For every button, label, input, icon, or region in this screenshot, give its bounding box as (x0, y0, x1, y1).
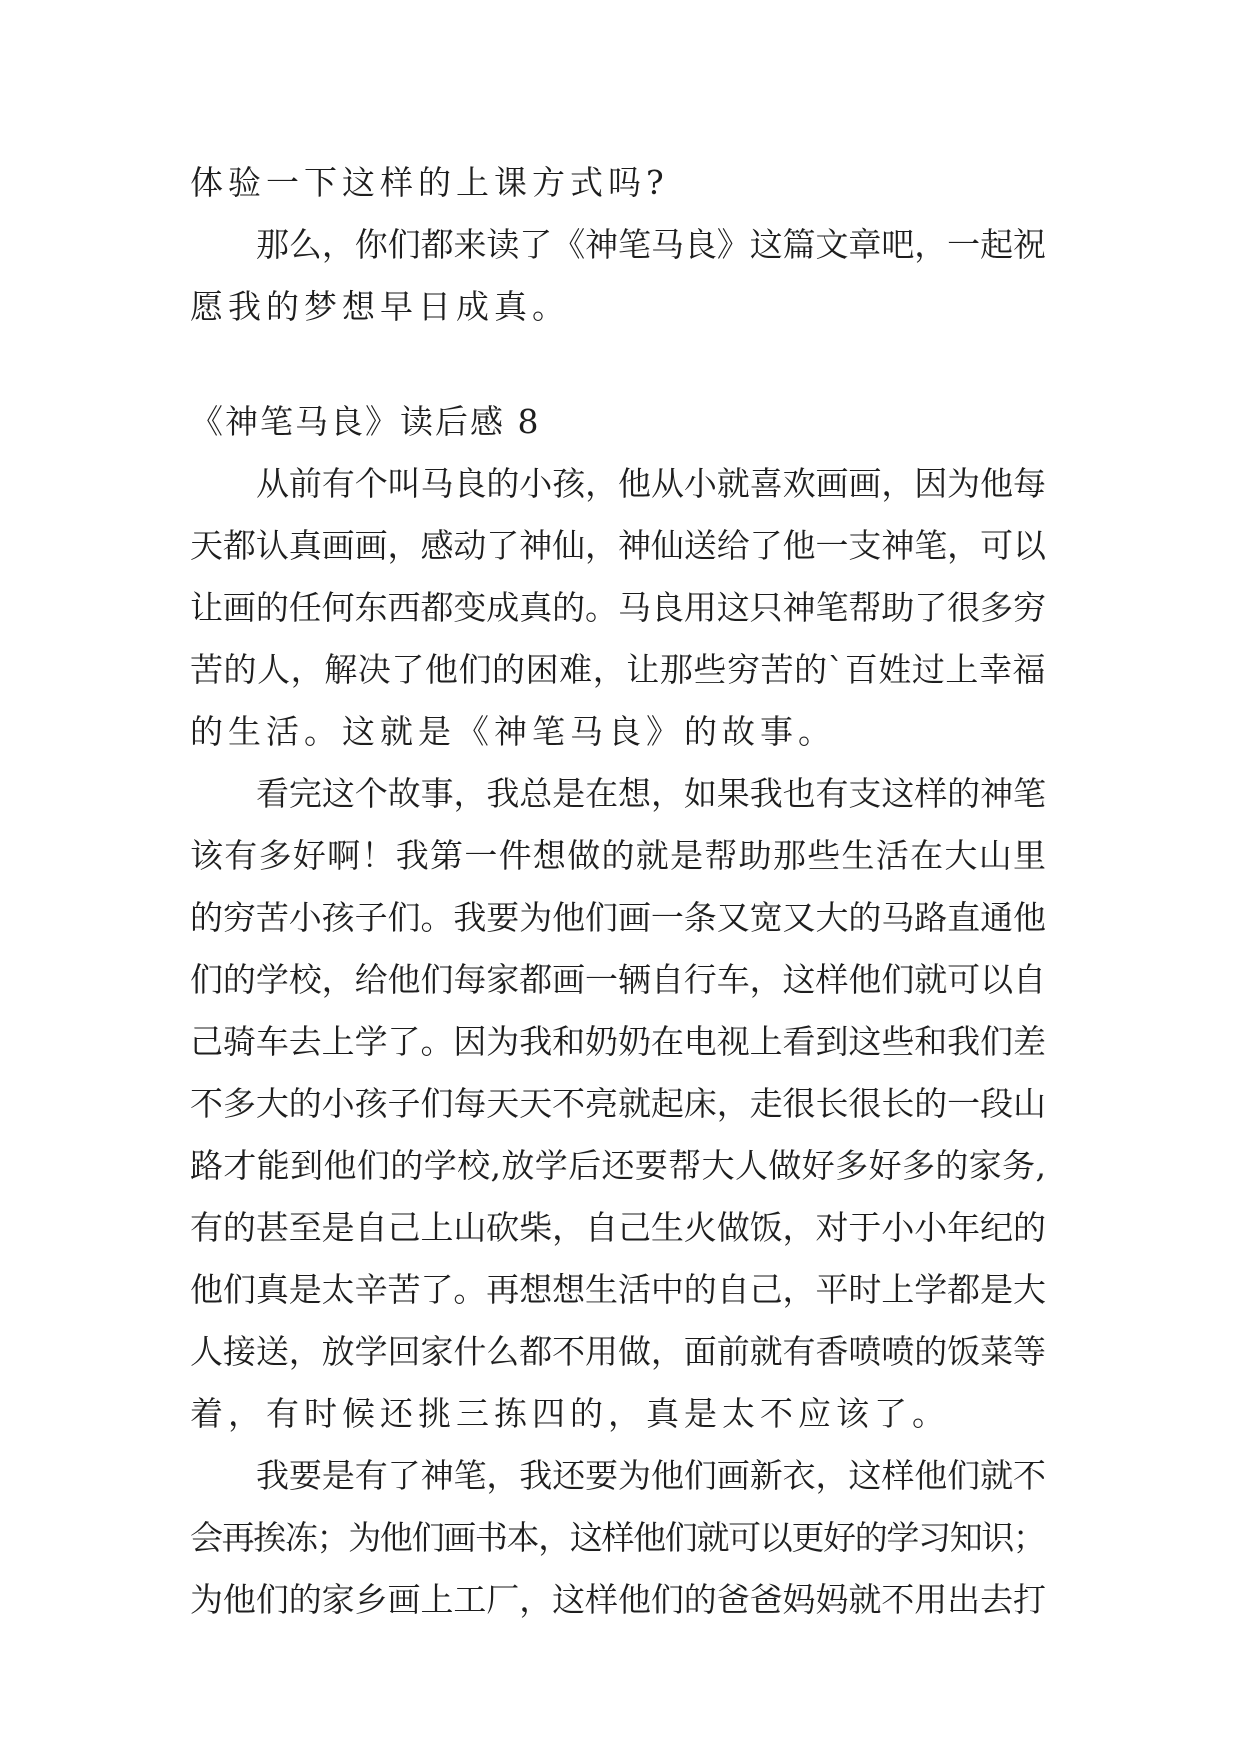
paragraph2-line-3: 的穷苦小孩子们。我要为他们画一条又宽又大的马路直通他 (190, 898, 1046, 937)
paragraph3-line-1: 我要是有了神笔，我还要为他们画新衣，这样他们就不 (256, 1456, 1046, 1495)
paragraph1-line-4: 苦的人，解决了他们的困难，让那些穷苦的`百姓过上幸福 (190, 650, 1047, 689)
section-heading: 《神笔马良》读后感 8 (190, 402, 541, 441)
paragraph2-line-7: 路才能到他们的学校,放学后还要帮大人做好多好多的家务, (190, 1146, 1047, 1185)
paragraph2-line-11: 着，有时候还挑三拣四的，真是太不应该了。 (190, 1394, 950, 1433)
paragraph2-line-6: 不多大的小孩子们每天天不亮就起床，走很长很长的一段山 (190, 1084, 1046, 1123)
paragraph1-line-2: 天都认真画画，感动了神仙，神仙送给了他一支神笔，可以 (190, 526, 1046, 565)
intro-line-3: 愿我的梦想早日成真。 (190, 287, 570, 326)
paragraph2-line-10: 人接送，放学回家什么都不用做，面前就有香喷喷的饭菜等 (190, 1332, 1046, 1371)
intro-line-1: 体验一下这样的上课方式吗? (190, 163, 669, 202)
paragraph2-line-2: 该有多好啊！我第一件想做的就是帮助那些生活在大山里 (190, 836, 1048, 875)
paragraph3-line-2: 会再挨冻；为他们画书本，这样他们就可以更好的学习知识； (190, 1518, 1045, 1557)
paragraph1-line-1: 从前有个叫马良的小孩，他从小就喜欢画画，因为他每 (256, 464, 1046, 503)
paragraph2-line-1: 看完这个故事，我总是在想，如果我也有支这样的神笔 (256, 774, 1046, 813)
paragraph2-line-5: 己骑车去上学了。因为我和奶奶在电视上看到这些和我们差 (190, 1022, 1046, 1061)
paragraph2-line-9: 他们真是太辛苦了。再想想生活中的自己，平时上学都是大 (190, 1270, 1046, 1309)
paragraph2-line-4: 们的学校，给他们每家都画一辆自行车，这样他们就可以自 (190, 960, 1046, 999)
paragraph2-line-8: 有的甚至是自己上山砍柴，自己生火做饭，对于小小年纪的 (190, 1208, 1046, 1247)
paragraph3-line-3: 为他们的家乡画上工厂，这样他们的爸爸妈妈就不用出去打 (190, 1580, 1046, 1619)
intro-line-2: 那么，你们都来读了《神笔马良》这篇文章吧，一起祝 (256, 225, 1046, 264)
paragraph1-line-3: 让画的任何东西都变成真的。马良用这只神笔帮助了很多穷 (190, 588, 1046, 627)
paragraph1-line-5: 的生活。这就是《神笔马良》的故事。 (190, 712, 836, 751)
